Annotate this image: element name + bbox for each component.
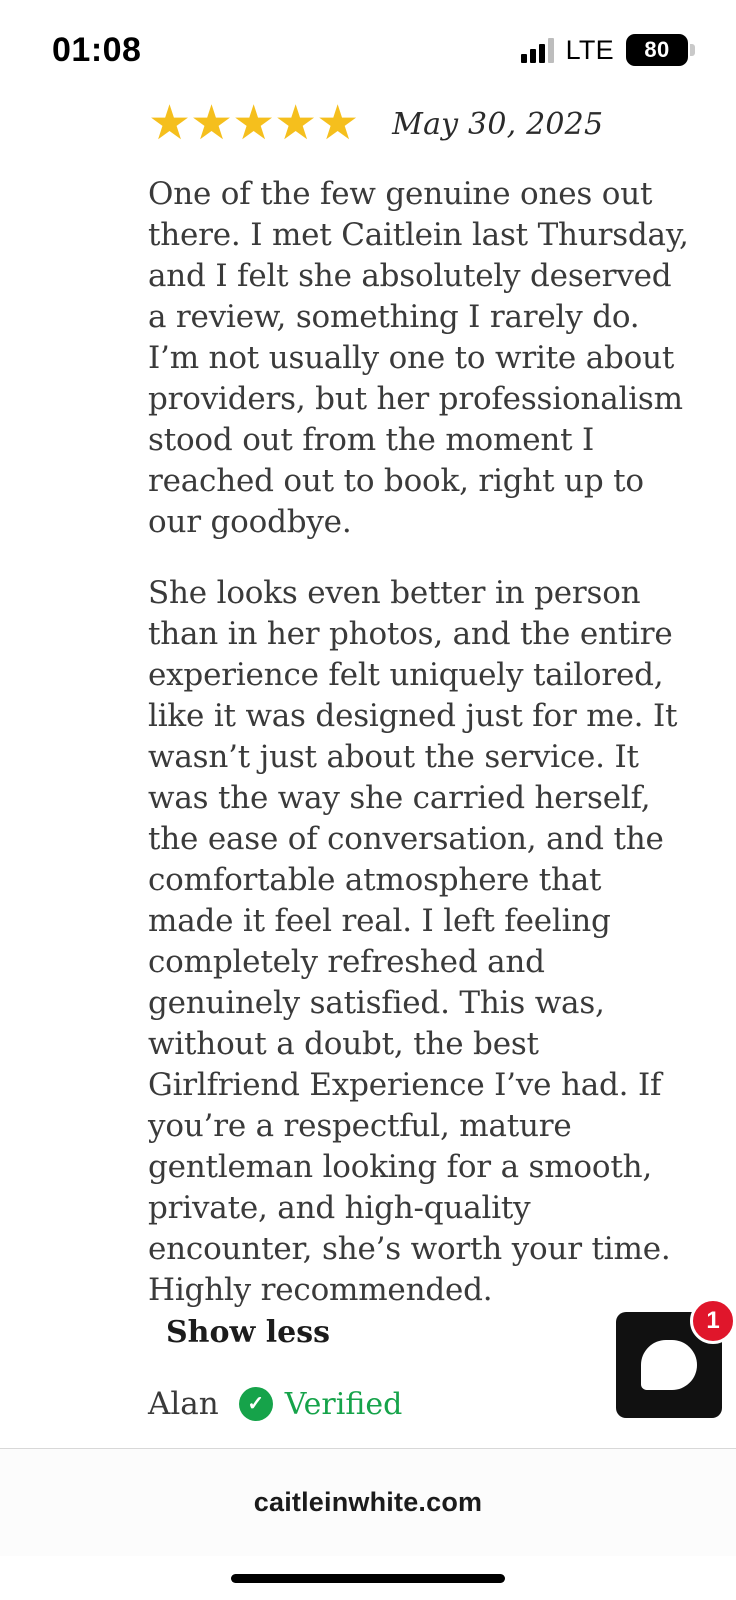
status-time: 01:08 <box>52 30 142 69</box>
chat-unread-badge: 1 <box>690 1298 736 1344</box>
star-rating-icon: ★★★★★ <box>148 97 359 150</box>
reviewer-row <box>148 1386 696 1422</box>
review-paragraph: One of the few genuine ones out there. I met Caitlein last Thursday, and I felt she absolutely deserved a review, something I rarely do. I’m not usually one to write about providers, but her professionalism stood out from the moment I reached out to book, right up to our goodbye. <box>148 176 689 540</box>
verified-label: Verified <box>284 1386 403 1422</box>
status-indicators <box>521 30 688 66</box>
review-body <box>148 174 696 1311</box>
page-content <box>0 96 736 1448</box>
review-card <box>0 96 736 1422</box>
chat-bubble-icon <box>641 1340 697 1390</box>
check-circle-icon: ✓ <box>239 1387 273 1421</box>
battery-icon <box>626 34 688 66</box>
chat-widget-button[interactable] <box>616 1307 722 1418</box>
show-less-toggle[interactable]: Show less <box>166 1315 331 1350</box>
signal-bars-icon <box>521 37 554 63</box>
home-indicator-area <box>0 1556 736 1600</box>
reviewer-name: Alan <box>148 1386 219 1422</box>
review-paragraph: She looks even better in person than in her photos, and the entire experience felt uniquely tailored, like it was designed just for me. It wasn’t just about the service. It was the way she carried herself, the ease of conversation, and the comfortable atmosphere that made it feel real. I left feeling completely refreshed and genuinely satisfied. This was, without a doubt, the best Girlfriend Experience I’ve had. If you’re a respectful, mature gentleman looking for a smooth, private, and high-quality encounter, she’s worth your time. Highly recommended. <box>148 575 678 1308</box>
network-type-label: LTE <box>565 34 614 65</box>
status-bar <box>0 0 736 96</box>
review-date: May 30, 2025 <box>392 106 604 142</box>
site-domain-label: caitleinwhite.com <box>253 1487 483 1517</box>
verified-badge <box>239 1387 403 1422</box>
home-indicator[interactable] <box>231 1574 505 1583</box>
browser-address-bar[interactable] <box>0 1448 736 1556</box>
review-header <box>148 97 696 150</box>
battery-percent-label: 80 <box>644 37 670 62</box>
